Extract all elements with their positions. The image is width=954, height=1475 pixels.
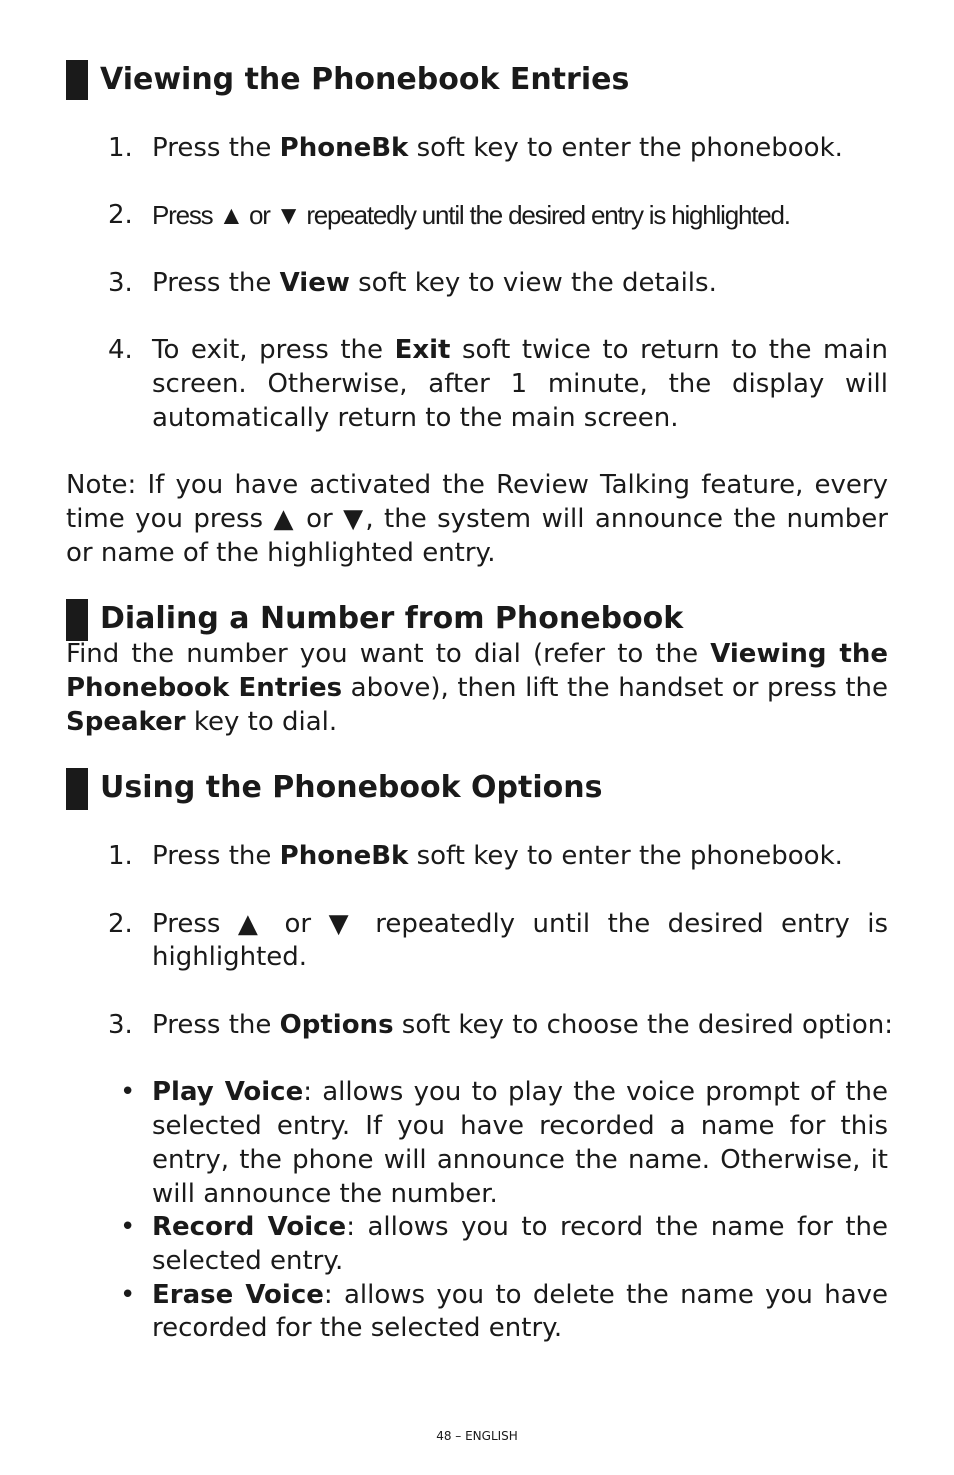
speaker-key-label: Speaker <box>66 707 186 737</box>
step-number: 2. <box>108 909 133 939</box>
heading-bar-icon <box>66 599 88 641</box>
heading-bar-icon <box>66 768 88 810</box>
view-key-label: View <box>279 268 350 298</box>
dialing-body: Find the number you want to dial (refer to the Viewing the Phonebook Entries above), then lift the handset or press the Speaker key to dial. <box>66 639 888 737</box>
bullet-play-voice-line-4: will announce the number. <box>152 1179 498 1209</box>
phonebook-entries-reference-label: Phonebook Entries <box>66 673 343 703</box>
section-heading-viewing: Viewing the Phonebook Entries <box>66 60 629 100</box>
exit-key-label: Exit <box>394 335 451 365</box>
step-4-viewing-line-1: 4. To exit, press the Exit soft twice to return to the main <box>108 335 888 365</box>
options-key-label: Options <box>279 1010 394 1040</box>
bullet-icon: • <box>120 1077 136 1107</box>
page-footer: 48 – ENGLISH <box>436 1429 518 1443</box>
erase-voice-label: Erase Voice <box>152 1280 324 1310</box>
bullet-erase-voice-line-2: recorded for the selected entry. <box>152 1313 563 1343</box>
step-3-options: 3. Press the Options soft key to choose the desired option: <box>108 1010 894 1040</box>
step-number: 3. <box>108 1010 133 1040</box>
bullet-play-voice-line-3: entry, the phone will announce the name. Otherwise, it <box>152 1145 888 1175</box>
section-heading-options: Using the Phonebook Options <box>66 768 602 810</box>
step-number: 3. <box>108 268 133 298</box>
step-4-viewing-line-3: automatically return to the main screen. <box>152 403 679 433</box>
bullet-record-voice-line-1: • Record Voice: allows you to record the name for the <box>120 1212 888 1242</box>
record-voice-label: Record Voice <box>152 1212 347 1242</box>
review-talking-note: Note: If you have activated the Review Talking feature, every time you press ▲ or ▼, the system will announce the number or name of the highlighted entry. <box>66 470 888 568</box>
step-2-options-line-1: 2. Press ▲ or ▼ repeatedly until the desired entry is <box>108 909 888 939</box>
step-2-viewing: 2. Press ▲ or ▼ repeatedly until the desired entry is highlighted. <box>108 200 790 230</box>
bullet-play-voice-line-1: • Play Voice: allows you to play the voice prompt of the <box>120 1077 888 1107</box>
phonebk-key-label: PhoneBk <box>279 133 409 163</box>
step-2-options-line-2: highlighted. <box>152 942 308 972</box>
step-number: 1. <box>108 133 133 163</box>
step-4-viewing-line-2: screen. Otherwise, after 1 minute, the display will <box>152 369 888 399</box>
bullet-erase-voice-line-1: • Erase Voice: allows you to delete the name you have <box>120 1280 889 1310</box>
bullet-play-voice-line-2: selected entry. If you have recorded a name for this <box>152 1111 888 1141</box>
viewing-reference-label: Viewing the <box>710 639 888 669</box>
step-1-options: 1. Press the PhoneBk soft key to enter the phonebook. <box>108 841 843 871</box>
step-number: 4. <box>108 335 133 365</box>
step-1-viewing: 1. Press the PhoneBk soft key to enter the phonebook. <box>108 133 843 163</box>
phonebk-key-label: PhoneBk <box>279 841 409 871</box>
bullet-record-voice-line-2: selected entry. <box>152 1246 344 1276</box>
play-voice-label: Play Voice <box>152 1077 304 1107</box>
step-number: 2. <box>108 200 133 230</box>
step-number: 1. <box>108 841 133 871</box>
section-heading-dialing: Dialing a Number from Phonebook <box>66 599 683 641</box>
bullet-icon: • <box>120 1280 136 1310</box>
heading-bar-icon <box>66 60 88 100</box>
bullet-icon: • <box>120 1212 136 1242</box>
step-3-viewing: 3. Press the View soft key to view the details. <box>108 268 717 298</box>
